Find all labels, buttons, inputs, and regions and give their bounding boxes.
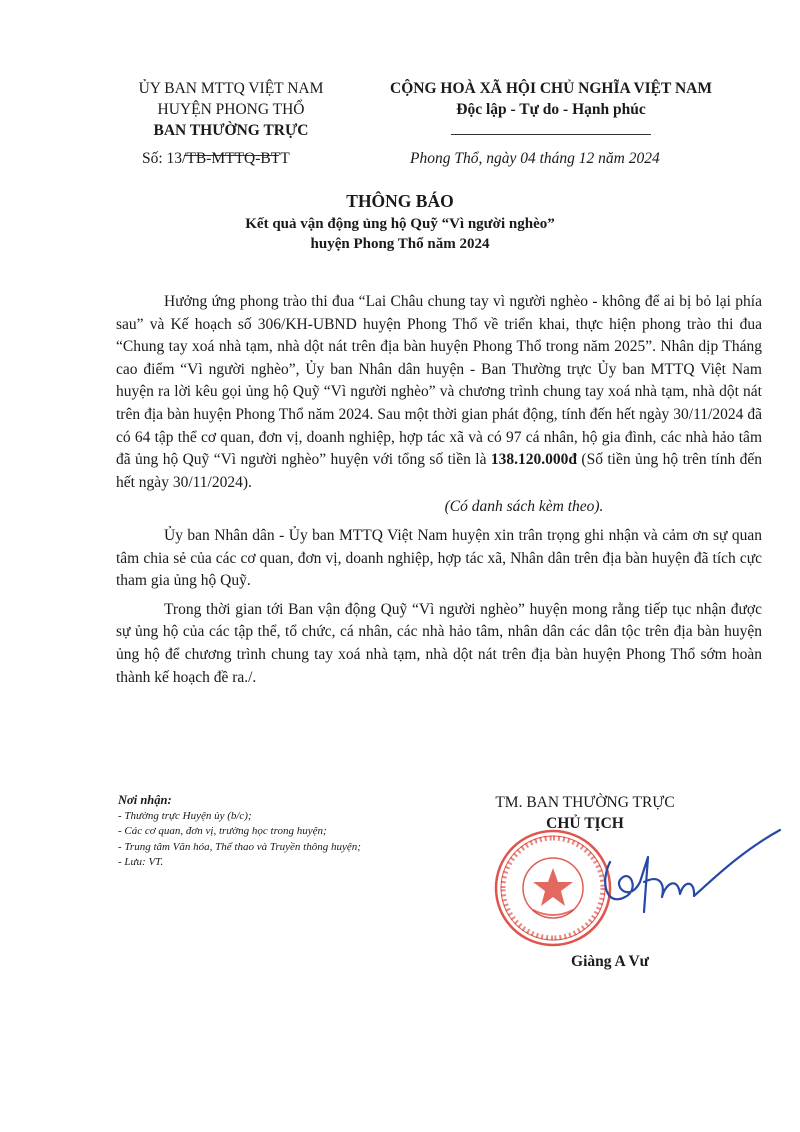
handwritten-signature — [570, 822, 785, 942]
national-name: CỘNG HOÀ XÃ HỘI CHỦ NGHĨA VIỆT NAM — [390, 80, 712, 97]
recipient-item: - Lưu: VT. — [118, 856, 164, 868]
document-subtitle-1: Kết quả vận động ủng hộ Quỹ “Vì người nghèo” — [245, 216, 555, 232]
attachment-note: (Có danh sách kèm theo). — [444, 498, 604, 516]
signature-role: CHỦ TỊCH — [546, 815, 624, 832]
total-amount: 138.120.000đ — [490, 451, 577, 469]
document-number: Số: 13/TB-MTTQ-BTT — [142, 150, 290, 167]
recipient-item: - Trung tâm Văn hóa, Thể thao và Truyền thông huyện; — [118, 840, 361, 853]
document-subtitle-2: huyện Phong Thổ năm 2024 — [310, 236, 490, 252]
document-title: THÔNG BÁO — [346, 191, 454, 211]
paragraph-1-text: Hưởng ứng phong trào thi đua “Lai Châu chung tay vì người nghèo - không để ai bị bỏ lại phía sau” và Kế hoạch số 306/KH-UBND huyện Phong Thổ về triển khai, thực hiện phong trào thi đua “Chung tay xoá nhà tạm, nhà dột nát trên địa bàn huyện Phong Thổ trong năm 2025”. Nhân dịp Tháng cao điểm “Vì người nghèo”, Ủy ban Nhân dân huyện - Ban Thường trực Ủy ban MTTQ Việt Nam huyện ra lời kêu gọi ủng hộ Quỹ “Vì người nghèo” và chương trình chung tay xoá nhà tạm, nhà dột nát trên địa bàn huyện Phong Thổ năm 2024. Sau một thời gian phát động, tính đến hết ngày 30/11/2024 đã có 64 tập thể cơ quan, đơn vị, doanh nghiệp, hợp tác xã và có 97 cá nhân, hộ gia đình, các nhà hảo tâm đã ủng hộ Quỹ “Vì người nghèo” huyện với tổng số tiền là — [116, 293, 762, 469]
title-block — [100, 188, 700, 254]
agency-line-3: BAN THƯỜNG TRỰC — [153, 122, 309, 139]
motto-underline — [451, 134, 651, 135]
paragraph-1-tail: (Số tiền ủng hộ trên tính đến hết ngày 30/11/2024). — [116, 451, 762, 491]
national-motto: Độc lập - Tự do - Hạnh phúc — [456, 101, 646, 118]
recipients-list — [118, 793, 478, 871]
body-paragraph-3: Trong thời gian tới Ban vận động Quỹ “Vì người nghèo” huyện mong rằng tiếp tục nhận được sự ủng hộ của các tập thể, tổ chức, cá nhân, các nhà hảo tâm, nhân dân các dân tộc trên địa bàn huyện ủng hộ để chương trình chung tay xoá nhà tạm, nhà dột nát trên địa bàn huyện Phong Thổ sớm hoàn thành kế hoạch đề ra./. — [116, 600, 762, 686]
recipients-heading: Nơi nhận: — [118, 793, 172, 807]
recipient-item: - Các cơ quan, đơn vị, trường học trong huyện; — [118, 825, 327, 837]
agency-line-1: ỦY BAN MTTQ VIỆT NAM — [138, 80, 324, 97]
document-body — [116, 291, 762, 689]
body-paragraph-2: Ủy ban Nhân dân - Ủy ban MTTQ Việt Nam huyện xin trân trọng ghi nhận và cảm ơn sự quan tâm chia sẻ của các cơ quan, đơn vị, doanh nghiệp, hợp tác xã, Nhân dân trên địa bàn huyện đã tích cực tham gia ủng hộ Quỹ. — [116, 526, 762, 590]
body-paragraph-1 — [116, 291, 762, 494]
signature-title: TM. BAN THƯỜNG TRỰC — [495, 794, 675, 811]
place-and-date: Phong Thổ, ngày 04 tháng 12 năm 2024 — [410, 150, 660, 167]
agency-line-2: HUYỆN PHONG THỔ — [157, 101, 305, 118]
recipient-item: - Thường trực Huyện ủy (b/c); — [118, 809, 252, 822]
signer-name: Giàng A Vư — [571, 953, 649, 970]
national-motto-header — [360, 78, 742, 141]
